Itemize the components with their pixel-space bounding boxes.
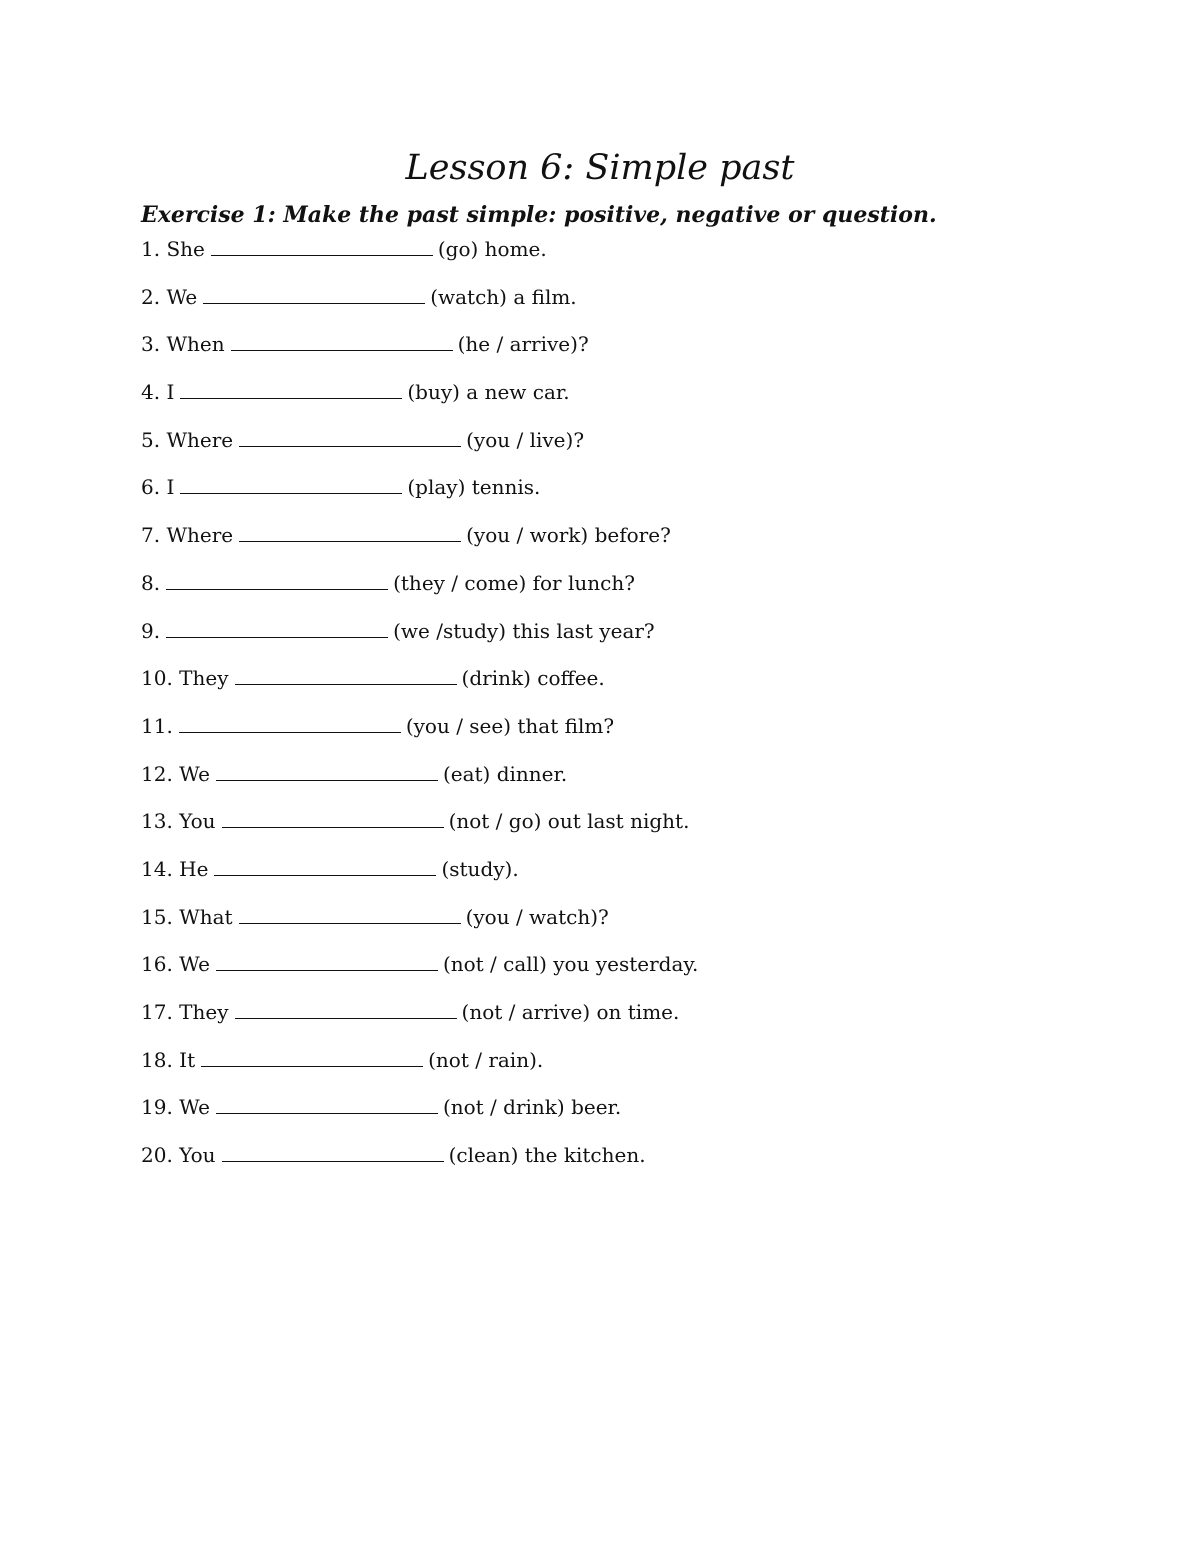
exercise-item (141, 1092, 698, 1140)
exercise-item (141, 663, 698, 711)
item-prefix: 6. I (141, 475, 175, 500)
answer-blank[interactable] (180, 378, 402, 399)
answer-blank[interactable] (235, 664, 457, 685)
exercise-item (141, 520, 698, 568)
item-prefix: 18. It (141, 1047, 196, 1072)
exercise-item (141, 377, 698, 425)
exercise-heading: Exercise 1: Make the past simple: positive, negative or question. (141, 202, 937, 228)
exercise-items-list (141, 234, 698, 1188)
item-hint: (not / rain). (428, 1047, 544, 1072)
item-prefix: 10. They (141, 666, 229, 691)
answer-blank[interactable] (239, 426, 461, 447)
item-hint: (you / live)? (466, 427, 585, 452)
answer-blank[interactable] (222, 1141, 444, 1162)
answer-blank[interactable] (180, 473, 402, 494)
item-prefix: 3. When (141, 332, 225, 357)
exercise-item (141, 282, 698, 330)
exercise-item (141, 711, 698, 759)
item-prefix: 17. They (141, 1000, 229, 1024)
item-prefix: 1. She (141, 237, 205, 261)
exercise-item (141, 759, 698, 807)
item-hint: (study). (441, 856, 519, 881)
answer-blank[interactable] (222, 807, 444, 828)
answer-blank[interactable] (211, 235, 433, 256)
item-hint: (not / go) out last night. (448, 809, 690, 834)
answer-blank[interactable] (239, 521, 461, 542)
answer-blank[interactable] (201, 1046, 423, 1067)
item-hint: (buy) a new car. (407, 380, 570, 405)
answer-blank[interactable] (239, 903, 461, 924)
answer-blank[interactable] (166, 569, 388, 590)
item-prefix: 11. (141, 713, 173, 738)
answer-blank[interactable] (216, 950, 438, 971)
item-prefix: 5. Where (141, 427, 234, 452)
exercise-item (141, 472, 698, 520)
item-prefix: 7. Where (141, 523, 234, 548)
item-prefix: 9. (141, 618, 161, 643)
item-hint: (not / arrive) on time. (461, 1000, 680, 1024)
item-prefix: 14. He (141, 856, 209, 881)
item-hint: (go) home. (437, 237, 547, 261)
exercise-item (141, 568, 698, 616)
item-prefix: 4. I (141, 380, 175, 405)
item-prefix: 20. You (141, 1143, 216, 1168)
item-hint: (play) tennis. (407, 475, 541, 500)
answer-blank[interactable] (216, 1093, 438, 1114)
exercise-item (141, 425, 698, 473)
item-hint: (he / arrive)? (457, 332, 589, 357)
item-hint: (eat) dinner. (442, 761, 568, 786)
item-hint: (you / work) before? (466, 523, 671, 548)
item-hint: (we /study) this last year? (393, 618, 655, 643)
item-hint: (they / come) for lunch? (393, 570, 635, 595)
exercise-item (141, 949, 698, 997)
answer-blank[interactable] (166, 617, 388, 638)
item-prefix: 12. We (141, 761, 210, 786)
answer-blank[interactable] (179, 712, 401, 733)
answer-blank[interactable] (231, 330, 453, 351)
exercise-item (141, 806, 698, 854)
item-hint: (not / drink) beer. (442, 1095, 622, 1120)
exercise-item (141, 1140, 698, 1188)
item-prefix: 15. What (141, 904, 233, 929)
item-prefix: 16. We (141, 952, 210, 977)
answer-blank[interactable] (216, 760, 438, 781)
item-hint: (you / watch)? (465, 904, 609, 929)
exercise-item (141, 329, 698, 377)
exercise-item (141, 997, 698, 1045)
item-hint: (clean) the kitchen. (448, 1143, 646, 1168)
exercise-item (141, 234, 698, 282)
item-hint: (drink) coffee. (461, 666, 605, 691)
exercise-item (141, 902, 698, 950)
exercise-item (141, 854, 698, 902)
answer-blank[interactable] (214, 855, 436, 876)
item-hint: (not / call) you yesterday. (442, 952, 699, 977)
item-hint: (you / see) that film? (405, 713, 615, 738)
exercise-item (141, 1045, 698, 1093)
item-hint: (watch) a film. (430, 284, 577, 309)
answer-blank[interactable] (235, 998, 457, 1019)
item-prefix: 8. (141, 570, 161, 595)
item-prefix: 13. You (141, 809, 216, 834)
exercise-item (141, 616, 698, 664)
item-prefix: 2. We (141, 284, 198, 309)
answer-blank[interactable] (203, 283, 425, 304)
lesson-title: Lesson 6: Simple past (405, 148, 795, 188)
item-prefix: 19. We (141, 1095, 210, 1120)
